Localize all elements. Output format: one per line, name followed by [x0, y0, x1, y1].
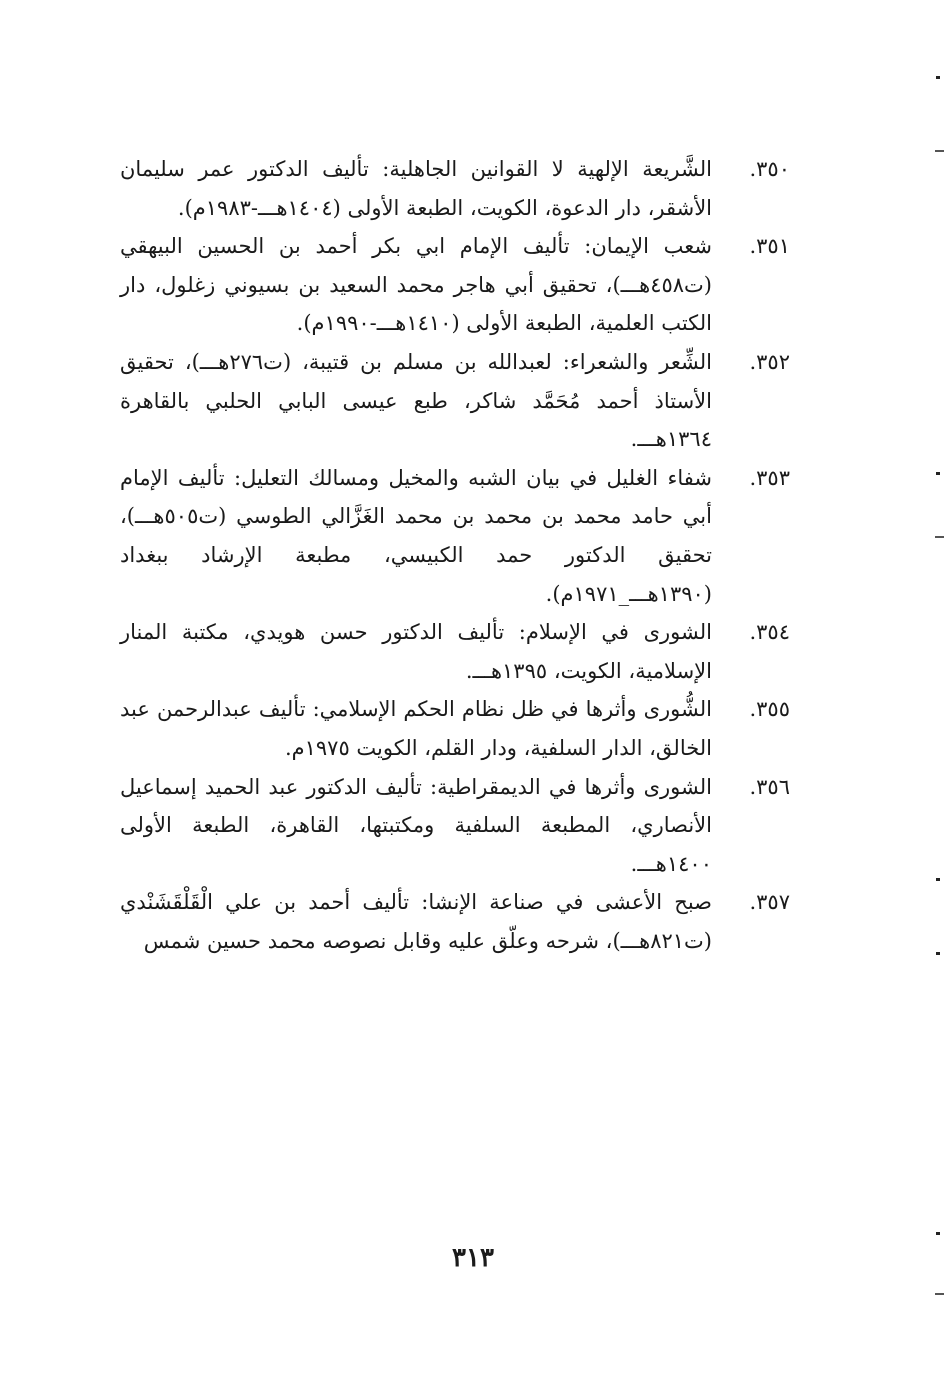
entry-text: صبح الأعشى في صناعة الإنشا: تأليف أحمد بن علي الْقَلْقَشَنْدي (ت٨٢١هـــ)، شرحه وعلّق عليه وقابل نصوصه محمد حسين شمس: [120, 890, 712, 953]
entry-text: الشُّورى وأثرها في ظل نظام الحكم الإسلامي: تأليف عبدالرحمن عبد الخالق، الدار السلفية، ودار القلم، الكويت ١٩٧٥م.: [120, 697, 712, 760]
scan-artifact: [936, 76, 940, 79]
bibliography-entry-353: [120, 459, 790, 613]
entry-number: ٣٥٣.: [749, 465, 790, 490]
scan-artifact: [935, 1293, 944, 1295]
bibliography-entry-350: [120, 150, 790, 227]
bibliography-entry-356: [120, 768, 790, 884]
bibliography-entry-354: [120, 613, 790, 690]
scan-artifact: [936, 472, 940, 475]
entry-number: ٣٥٤.: [749, 620, 790, 645]
entry-text: شفاء الغليل في بيان الشبه والمخيل ومسالك التعليل: تأليف الإمام أبي حامد محمد بن محمد بن محمد الغَزَّالي الطوسي (ت٥٠٥هـــ)، تحقيق الدكتور حمد الكبيسي، مطبعة الإرشاد ببغداد (١٣٩٠هـــ_١٩٧١م).: [120, 465, 712, 606]
bibliography-entry-357: [120, 883, 790, 960]
entry-text: الشِّعر والشعراء: لعبدالله بن مسلم بن قتيبة، (ت٢٧٦هـــ)، تحقيق الأستاذ أحمد مُحَمَّد شاكر، طبع عيسى البابي الحلبي بالقاهرة ١٣٦٤هـــ.: [120, 349, 712, 452]
entry-text: شعب الإيمان: تأليف الإمام ابي بكر أحمد بن الحسين البيهقي (ت٤٥٨هـــ)، تحقيق أبي هاجر محمد السعيد بن بسيوني زغلول، دار الكتب العلمية، الطبعة الأولى (١٤١٠هـــ-١٩٩٠م).: [120, 234, 712, 336]
scan-artifact: [936, 1232, 940, 1235]
scan-artifact: [936, 878, 940, 881]
scan-artifact: [935, 536, 944, 538]
entry-text: الشورى في الإسلام: تأليف الدكتور حسن هويدي، مكتبة المنار الإسلامية، الكويت، ١٣٩٥هـــ.: [120, 620, 712, 683]
entry-number: ٣٥٢.: [749, 349, 790, 374]
scan-artifact: [936, 952, 940, 955]
entry-number: ٣٥٦.: [749, 774, 790, 799]
bibliography-entry-355: [120, 690, 790, 767]
bibliography-entry-351: [120, 227, 790, 343]
bibliography-entry-352: [120, 343, 790, 459]
entry-number: ٣٥٥.: [749, 697, 790, 722]
page-number: ٣١٣: [452, 1243, 494, 1273]
entry-number: ٣٥٠.: [749, 157, 790, 181]
entry-text: الشورى وأثرها في الديمقراطية: تأليف الدكتور عبد الحميد إسماعيل الأنصاري، المطبعة السلفية ومكتبتها، القاهرة، الطبعة الأولى ١٤٠٠هـــ.: [120, 774, 712, 876]
entry-number: ٣٥٧.: [749, 890, 790, 915]
entry-text: الشَّريعة الإلهية لا القوانين الجاهلية: تأليف الدكتور عمر سليمان الأشقر، دار الدعوة، الكويت، الطبعة الأولى (١٤٠٤هـــ-١٩٨٣م).: [120, 157, 712, 220]
entry-number: ٣٥١.: [749, 234, 790, 259]
scan-artifact: [935, 150, 944, 152]
bibliography-list: [120, 150, 790, 960]
